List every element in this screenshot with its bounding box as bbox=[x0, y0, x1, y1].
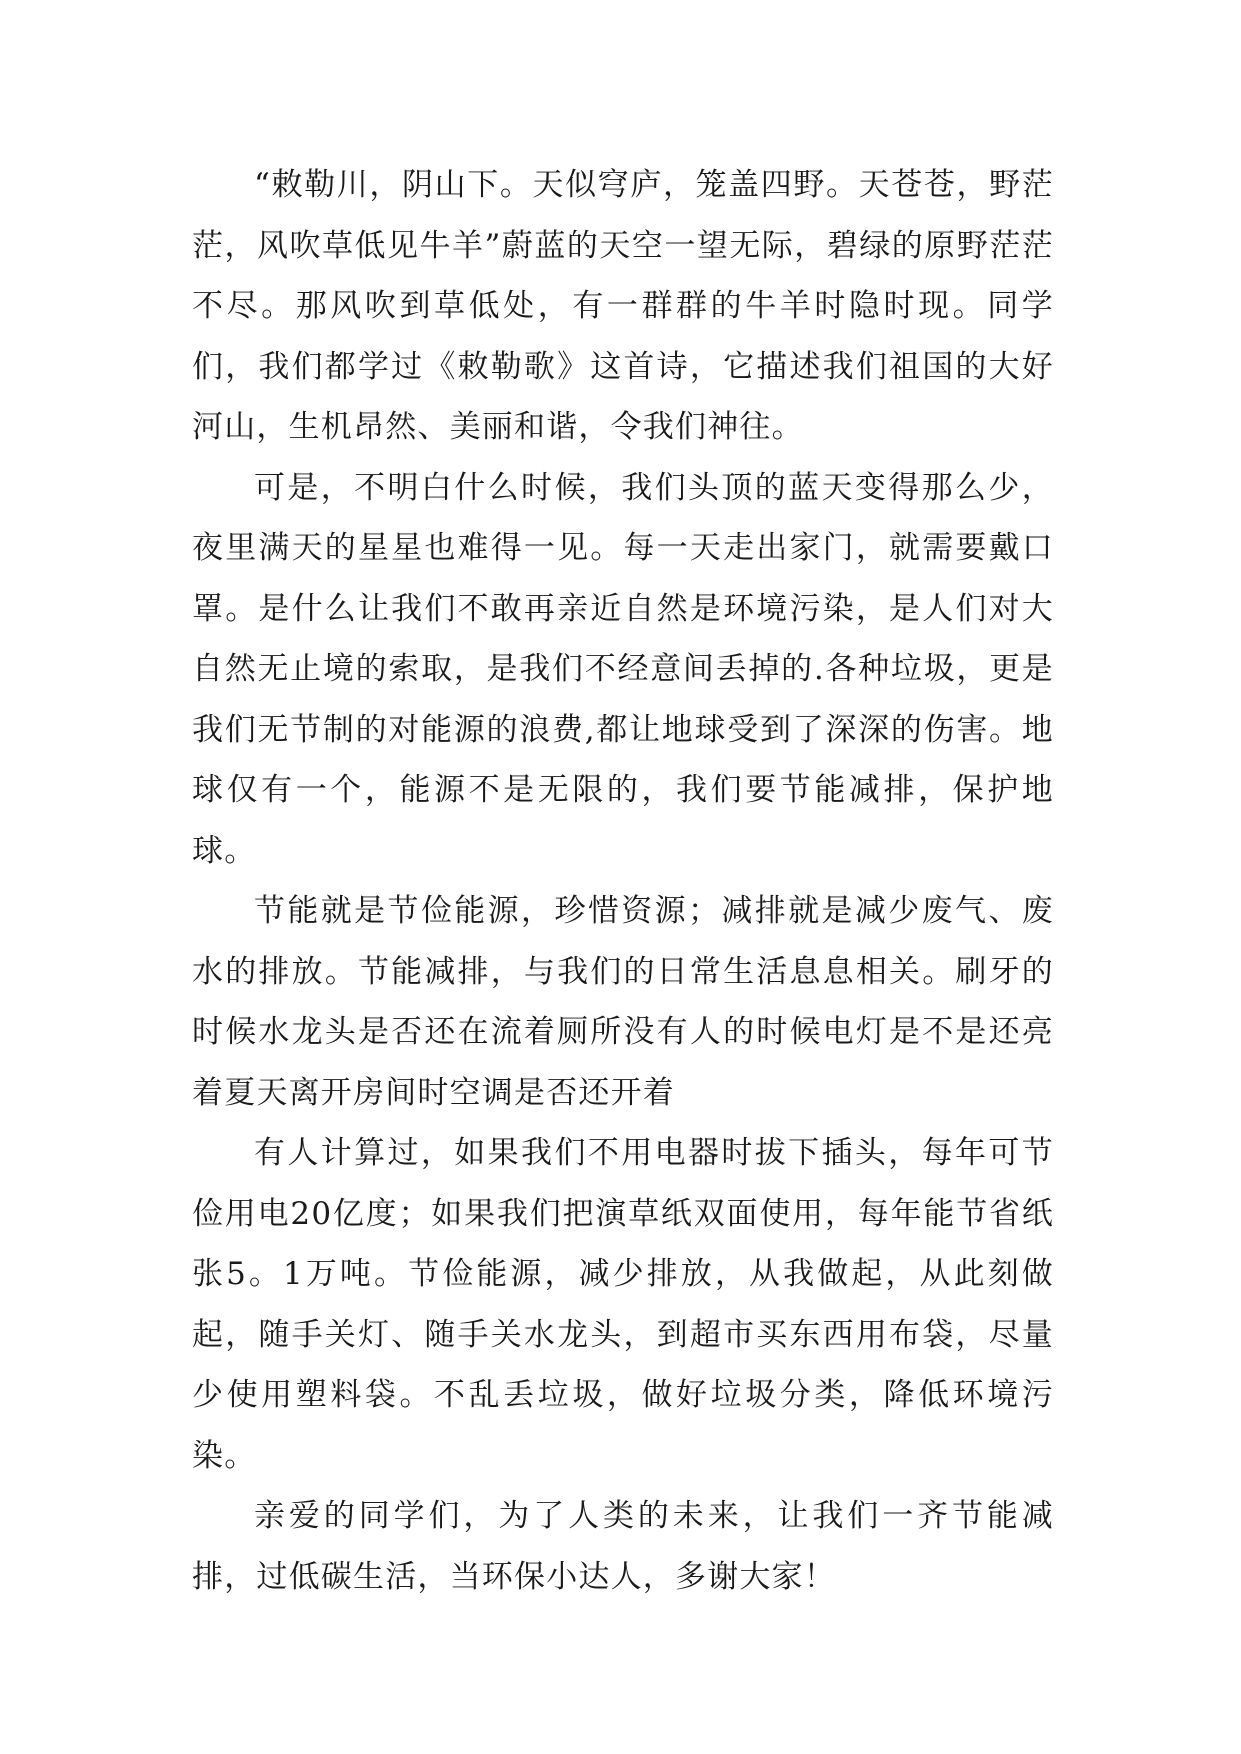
paragraph-4: 有人计算过，如果我们不用电器时拔下插头，每年可节俭用电20亿度；如果我们把演草纸双面使用，每年能节省纸张5。1万吨。节俭能源，减少排放，从我做起，从此刻做起，随手关灯、随手关水龙头，到超市买东西用布袋，尽量少使用塑料袋。不乱丢垃圾，做好垃圾分类，降低环境污染。 bbox=[192, 1135, 1054, 1474]
paragraph-1: “敕勒川，阴山下。天似穹庐，笼盖四野。天苍苍，野茫茫，风吹草低见牛羊”蔚蓝的天空一望无际，碧绿的原野茫茫不尽。那风吹到草低处，有一群群的牛羊时隐时现。同学们，我们都学过《敕勒歌》这首诗，它描述我们祖国的大好河山，生机昂然、美丽和谐，令我们神往。 bbox=[192, 167, 1054, 445]
paragraph-2: 可是，不明白什么时候，我们头顶的蓝天变得那么少，夜里满天的星星也难得一见。每一天走出家门，就需要戴口罩。是什么让我们不敢再亲近自然是环境污染，是人们对大自然无止境的索取，是我们不经意间丢掉的.各种垃圾，更是我们无节制的对能源的浪费,都让地球受到了深深的伤害。地球仅有一个，能源不是无限的，我们要节能减排，保护地球。 bbox=[192, 469, 1054, 869]
document-body bbox=[192, 155, 1054, 1607]
paragraph-5: 亲爱的同学们，为了人类的未来，让我们一齐节能减排，过低碳生活，当环保小达人，多谢大家！ bbox=[192, 1498, 1054, 1595]
paragraph-3: 节能就是节俭能源，珍惜资源；减排就是减少废气、废水的排放。节能减排，与我们的日常生活息息相关。刷牙的时候水龙头是否还在流着厕所没有人的时候电灯是不是还亮着夏天离开房间时空调是否还开着 bbox=[192, 893, 1054, 1111]
